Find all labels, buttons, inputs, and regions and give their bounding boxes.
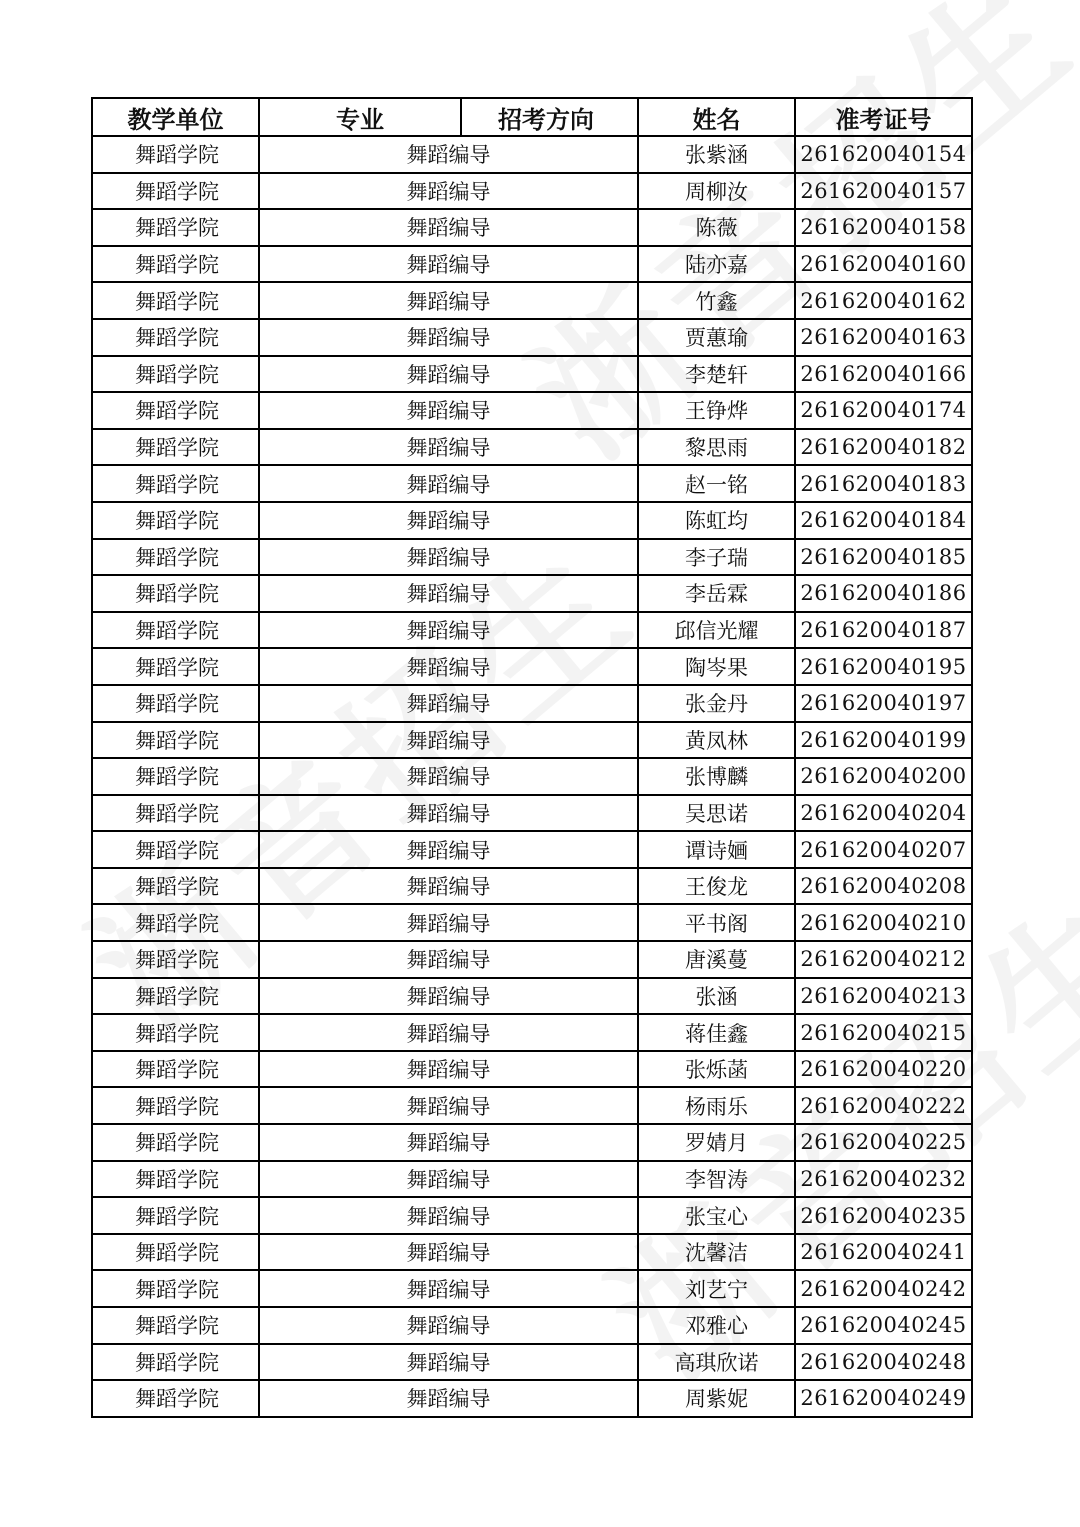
- cell-name: 黎思雨: [638, 429, 795, 466]
- table-row: [92, 1124, 972, 1161]
- table-row: [92, 1087, 972, 1124]
- cell-name: 赵一铭: [638, 465, 795, 502]
- cell-unit: 舞蹈学院: [92, 209, 259, 246]
- cell-exam-id: 261620040154: [795, 136, 972, 173]
- table-row: [92, 173, 972, 210]
- table-row: [92, 1197, 972, 1234]
- cell-exam-id: 261620040197: [795, 685, 972, 722]
- cell-name: 张宝心: [638, 1197, 795, 1234]
- cell-major-direction: 舞蹈编导: [259, 1161, 638, 1198]
- cell-major-direction: 舞蹈编导: [259, 648, 638, 685]
- cell-major-direction: 舞蹈编导: [259, 319, 638, 356]
- cell-name: 沈馨洁: [638, 1234, 795, 1271]
- cell-unit: 舞蹈学院: [92, 1344, 259, 1381]
- cell-exam-id: 261620040241: [795, 1234, 972, 1271]
- table-row: [92, 1307, 972, 1344]
- cell-name: 罗婧月: [638, 1124, 795, 1161]
- cell-major-direction: 舞蹈编导: [259, 465, 638, 502]
- cell-unit: 舞蹈学院: [92, 136, 259, 173]
- cell-name: 陶岑果: [638, 648, 795, 685]
- header-exam-id: 准考证号: [795, 98, 972, 136]
- cell-unit: 舞蹈学院: [92, 1124, 259, 1161]
- table-row: [92, 1380, 972, 1417]
- cell-unit: 舞蹈学院: [92, 392, 259, 429]
- cell-name: 唐溪蔓: [638, 941, 795, 978]
- table-header: [92, 98, 972, 136]
- cell-name: 贾蕙瑜: [638, 319, 795, 356]
- cell-name: 李子瑞: [638, 539, 795, 576]
- cell-name: 李岳霖: [638, 575, 795, 612]
- table-row: [92, 758, 972, 795]
- cell-major-direction: 舞蹈编导: [259, 685, 638, 722]
- cell-exam-id: 261620040248: [795, 1344, 972, 1381]
- cell-major-direction: 舞蹈编导: [259, 868, 638, 905]
- table-row: [92, 1270, 972, 1307]
- cell-exam-id: 261620040183: [795, 465, 972, 502]
- cell-unit: 舞蹈学院: [92, 173, 259, 210]
- cell-major-direction: 舞蹈编导: [259, 1014, 638, 1051]
- cell-major-direction: 舞蹈编导: [259, 1380, 638, 1417]
- cell-exam-id: 261620040200: [795, 758, 972, 795]
- cell-unit: 舞蹈学院: [92, 1380, 259, 1417]
- cell-name: 陆亦嘉: [638, 246, 795, 283]
- header-major: 专业: [259, 98, 461, 136]
- cell-exam-id: 261620040225: [795, 1124, 972, 1161]
- cell-unit: 舞蹈学院: [92, 904, 259, 941]
- cell-exam-id: 261620040163: [795, 319, 972, 356]
- cell-exam-id: 261620040185: [795, 539, 972, 576]
- table-row: [92, 502, 972, 539]
- cell-unit: 舞蹈学院: [92, 429, 259, 466]
- cell-major-direction: 舞蹈编导: [259, 978, 638, 1015]
- table-row: [92, 246, 972, 283]
- admission-roster-table: [91, 97, 973, 1418]
- cell-exam-id: 261620040174: [795, 392, 972, 429]
- cell-name: 蒋佳鑫: [638, 1014, 795, 1051]
- cell-unit: 舞蹈学院: [92, 1161, 259, 1198]
- cell-exam-id: 261620040207: [795, 831, 972, 868]
- table-row: [92, 209, 972, 246]
- cell-name: 李楚轩: [638, 356, 795, 393]
- table-row: [92, 685, 972, 722]
- cell-major-direction: 舞蹈编导: [259, 1234, 638, 1271]
- cell-name: 高琪欣诺: [638, 1344, 795, 1381]
- table-row: [92, 1161, 972, 1198]
- cell-major-direction: 舞蹈编导: [259, 1124, 638, 1161]
- cell-major-direction: 舞蹈编导: [259, 173, 638, 210]
- cell-unit: 舞蹈学院: [92, 612, 259, 649]
- cell-major-direction: 舞蹈编导: [259, 1087, 638, 1124]
- table-row: [92, 904, 972, 941]
- cell-unit: 舞蹈学院: [92, 539, 259, 576]
- cell-name: 黄凤林: [638, 722, 795, 759]
- cell-major-direction: 舞蹈编导: [259, 1307, 638, 1344]
- cell-major-direction: 舞蹈编导: [259, 904, 638, 941]
- cell-unit: 舞蹈学院: [92, 722, 259, 759]
- cell-major-direction: 舞蹈编导: [259, 1344, 638, 1381]
- cell-exam-id: 261620040199: [795, 722, 972, 759]
- cell-name: 平书阁: [638, 904, 795, 941]
- cell-major-direction: 舞蹈编导: [259, 758, 638, 795]
- cell-name: 王俊龙: [638, 868, 795, 905]
- cell-name: 吴思诺: [638, 795, 795, 832]
- cell-name: 刘艺宁: [638, 1270, 795, 1307]
- table-row: [92, 319, 972, 356]
- table-row: [92, 1344, 972, 1381]
- table-row: [92, 465, 972, 502]
- table-row: [92, 831, 972, 868]
- header-row: [92, 98, 972, 136]
- cell-unit: 舞蹈学院: [92, 1307, 259, 1344]
- table-row: [92, 356, 972, 393]
- cell-major-direction: 舞蹈编导: [259, 502, 638, 539]
- cell-exam-id: 261620040157: [795, 173, 972, 210]
- cell-unit: 舞蹈学院: [92, 1014, 259, 1051]
- cell-name: 李智涛: [638, 1161, 795, 1198]
- cell-exam-id: 261620040215: [795, 1014, 972, 1051]
- cell-exam-id: 261620040222: [795, 1087, 972, 1124]
- cell-unit: 舞蹈学院: [92, 868, 259, 905]
- table-row: [92, 136, 972, 173]
- cell-exam-id: 261620040160: [795, 246, 972, 283]
- cell-exam-id: 261620040235: [795, 1197, 972, 1234]
- cell-unit: 舞蹈学院: [92, 1051, 259, 1088]
- cell-unit: 舞蹈学院: [92, 1197, 259, 1234]
- cell-exam-id: 261620040162: [795, 282, 972, 319]
- cell-unit: 舞蹈学院: [92, 1087, 259, 1124]
- table-row: [92, 539, 972, 576]
- cell-exam-id: 261620040249: [795, 1380, 972, 1417]
- table-row: [92, 1014, 972, 1051]
- cell-unit: 舞蹈学院: [92, 502, 259, 539]
- cell-unit: 舞蹈学院: [92, 648, 259, 685]
- cell-name: 王铮烨: [638, 392, 795, 429]
- cell-exam-id: 261620040208: [795, 868, 972, 905]
- table-row: [92, 978, 972, 1015]
- cell-exam-id: 261620040242: [795, 1270, 972, 1307]
- header-name: 姓名: [638, 98, 795, 136]
- cell-exam-id: 261620040245: [795, 1307, 972, 1344]
- cell-unit: 舞蹈学院: [92, 246, 259, 283]
- cell-name: 邓雅心: [638, 1307, 795, 1344]
- cell-major-direction: 舞蹈编导: [259, 539, 638, 576]
- cell-name: 邱信光耀: [638, 612, 795, 649]
- cell-exam-id: 261620040210: [795, 904, 972, 941]
- cell-major-direction: 舞蹈编导: [259, 392, 638, 429]
- cell-major-direction: 舞蹈编导: [259, 429, 638, 466]
- cell-exam-id: 261620040195: [795, 648, 972, 685]
- cell-exam-id: 261620040212: [795, 941, 972, 978]
- cell-major-direction: 舞蹈编导: [259, 941, 638, 978]
- cell-major-direction: 舞蹈编导: [259, 282, 638, 319]
- cell-unit: 舞蹈学院: [92, 1270, 259, 1307]
- cell-name: 张金丹: [638, 685, 795, 722]
- cell-exam-id: 261620040232: [795, 1161, 972, 1198]
- cell-major-direction: 舞蹈编导: [259, 209, 638, 246]
- table-row: [92, 429, 972, 466]
- cell-unit: 舞蹈学院: [92, 831, 259, 868]
- cell-major-direction: 舞蹈编导: [259, 1197, 638, 1234]
- cell-name: 陈虹均: [638, 502, 795, 539]
- cell-name: 张紫涵: [638, 136, 795, 173]
- cell-major-direction: 舞蹈编导: [259, 795, 638, 832]
- table-row: [92, 868, 972, 905]
- table-body: [92, 136, 972, 1417]
- table-row: [92, 1234, 972, 1271]
- cell-major-direction: 舞蹈编导: [259, 1051, 638, 1088]
- header-unit: 教学单位: [92, 98, 259, 136]
- cell-exam-id: 261620040184: [795, 502, 972, 539]
- cell-exam-id: 261620040204: [795, 795, 972, 832]
- cell-exam-id: 261620040158: [795, 209, 972, 246]
- cell-name: 周紫妮: [638, 1380, 795, 1417]
- cell-unit: 舞蹈学院: [92, 941, 259, 978]
- cell-name: 张博麟: [638, 758, 795, 795]
- cell-major-direction: 舞蹈编导: [259, 722, 638, 759]
- cell-major-direction: 舞蹈编导: [259, 136, 638, 173]
- cell-major-direction: 舞蹈编导: [259, 831, 638, 868]
- cell-name: 陈薇: [638, 209, 795, 246]
- cell-unit: 舞蹈学院: [92, 978, 259, 1015]
- cell-name: 竹鑫: [638, 282, 795, 319]
- cell-unit: 舞蹈学院: [92, 575, 259, 612]
- cell-exam-id: 261620040187: [795, 612, 972, 649]
- header-direction: 招考方向: [461, 98, 638, 136]
- cell-name: 谭诗婳: [638, 831, 795, 868]
- cell-exam-id: 261620040220: [795, 1051, 972, 1088]
- cell-unit: 舞蹈学院: [92, 282, 259, 319]
- table-row: [92, 795, 972, 832]
- table-row: [92, 722, 972, 759]
- cell-major-direction: 舞蹈编导: [259, 575, 638, 612]
- cell-name: 张涵: [638, 978, 795, 1015]
- cell-major-direction: 舞蹈编导: [259, 1270, 638, 1307]
- cell-unit: 舞蹈学院: [92, 795, 259, 832]
- table-row: [92, 392, 972, 429]
- cell-exam-id: 261620040166: [795, 356, 972, 393]
- cell-exam-id: 261620040213: [795, 978, 972, 1015]
- table-row: [92, 575, 972, 612]
- cell-major-direction: 舞蹈编导: [259, 612, 638, 649]
- table-row: [92, 612, 972, 649]
- cell-unit: 舞蹈学院: [92, 685, 259, 722]
- cell-unit: 舞蹈学院: [92, 356, 259, 393]
- table-row: [92, 648, 972, 685]
- cell-exam-id: 261620040182: [795, 429, 972, 466]
- cell-unit: 舞蹈学院: [92, 1234, 259, 1271]
- table-row: [92, 941, 972, 978]
- cell-major-direction: 舞蹈编导: [259, 356, 638, 393]
- cell-unit: 舞蹈学院: [92, 758, 259, 795]
- cell-unit: 舞蹈学院: [92, 465, 259, 502]
- table-row: [92, 282, 972, 319]
- cell-exam-id: 261620040186: [795, 575, 972, 612]
- cell-unit: 舞蹈学院: [92, 319, 259, 356]
- cell-name: 张烁菡: [638, 1051, 795, 1088]
- cell-name: 杨雨乐: [638, 1087, 795, 1124]
- table-row: [92, 1051, 972, 1088]
- cell-name: 周柳汝: [638, 173, 795, 210]
- cell-major-direction: 舞蹈编导: [259, 246, 638, 283]
